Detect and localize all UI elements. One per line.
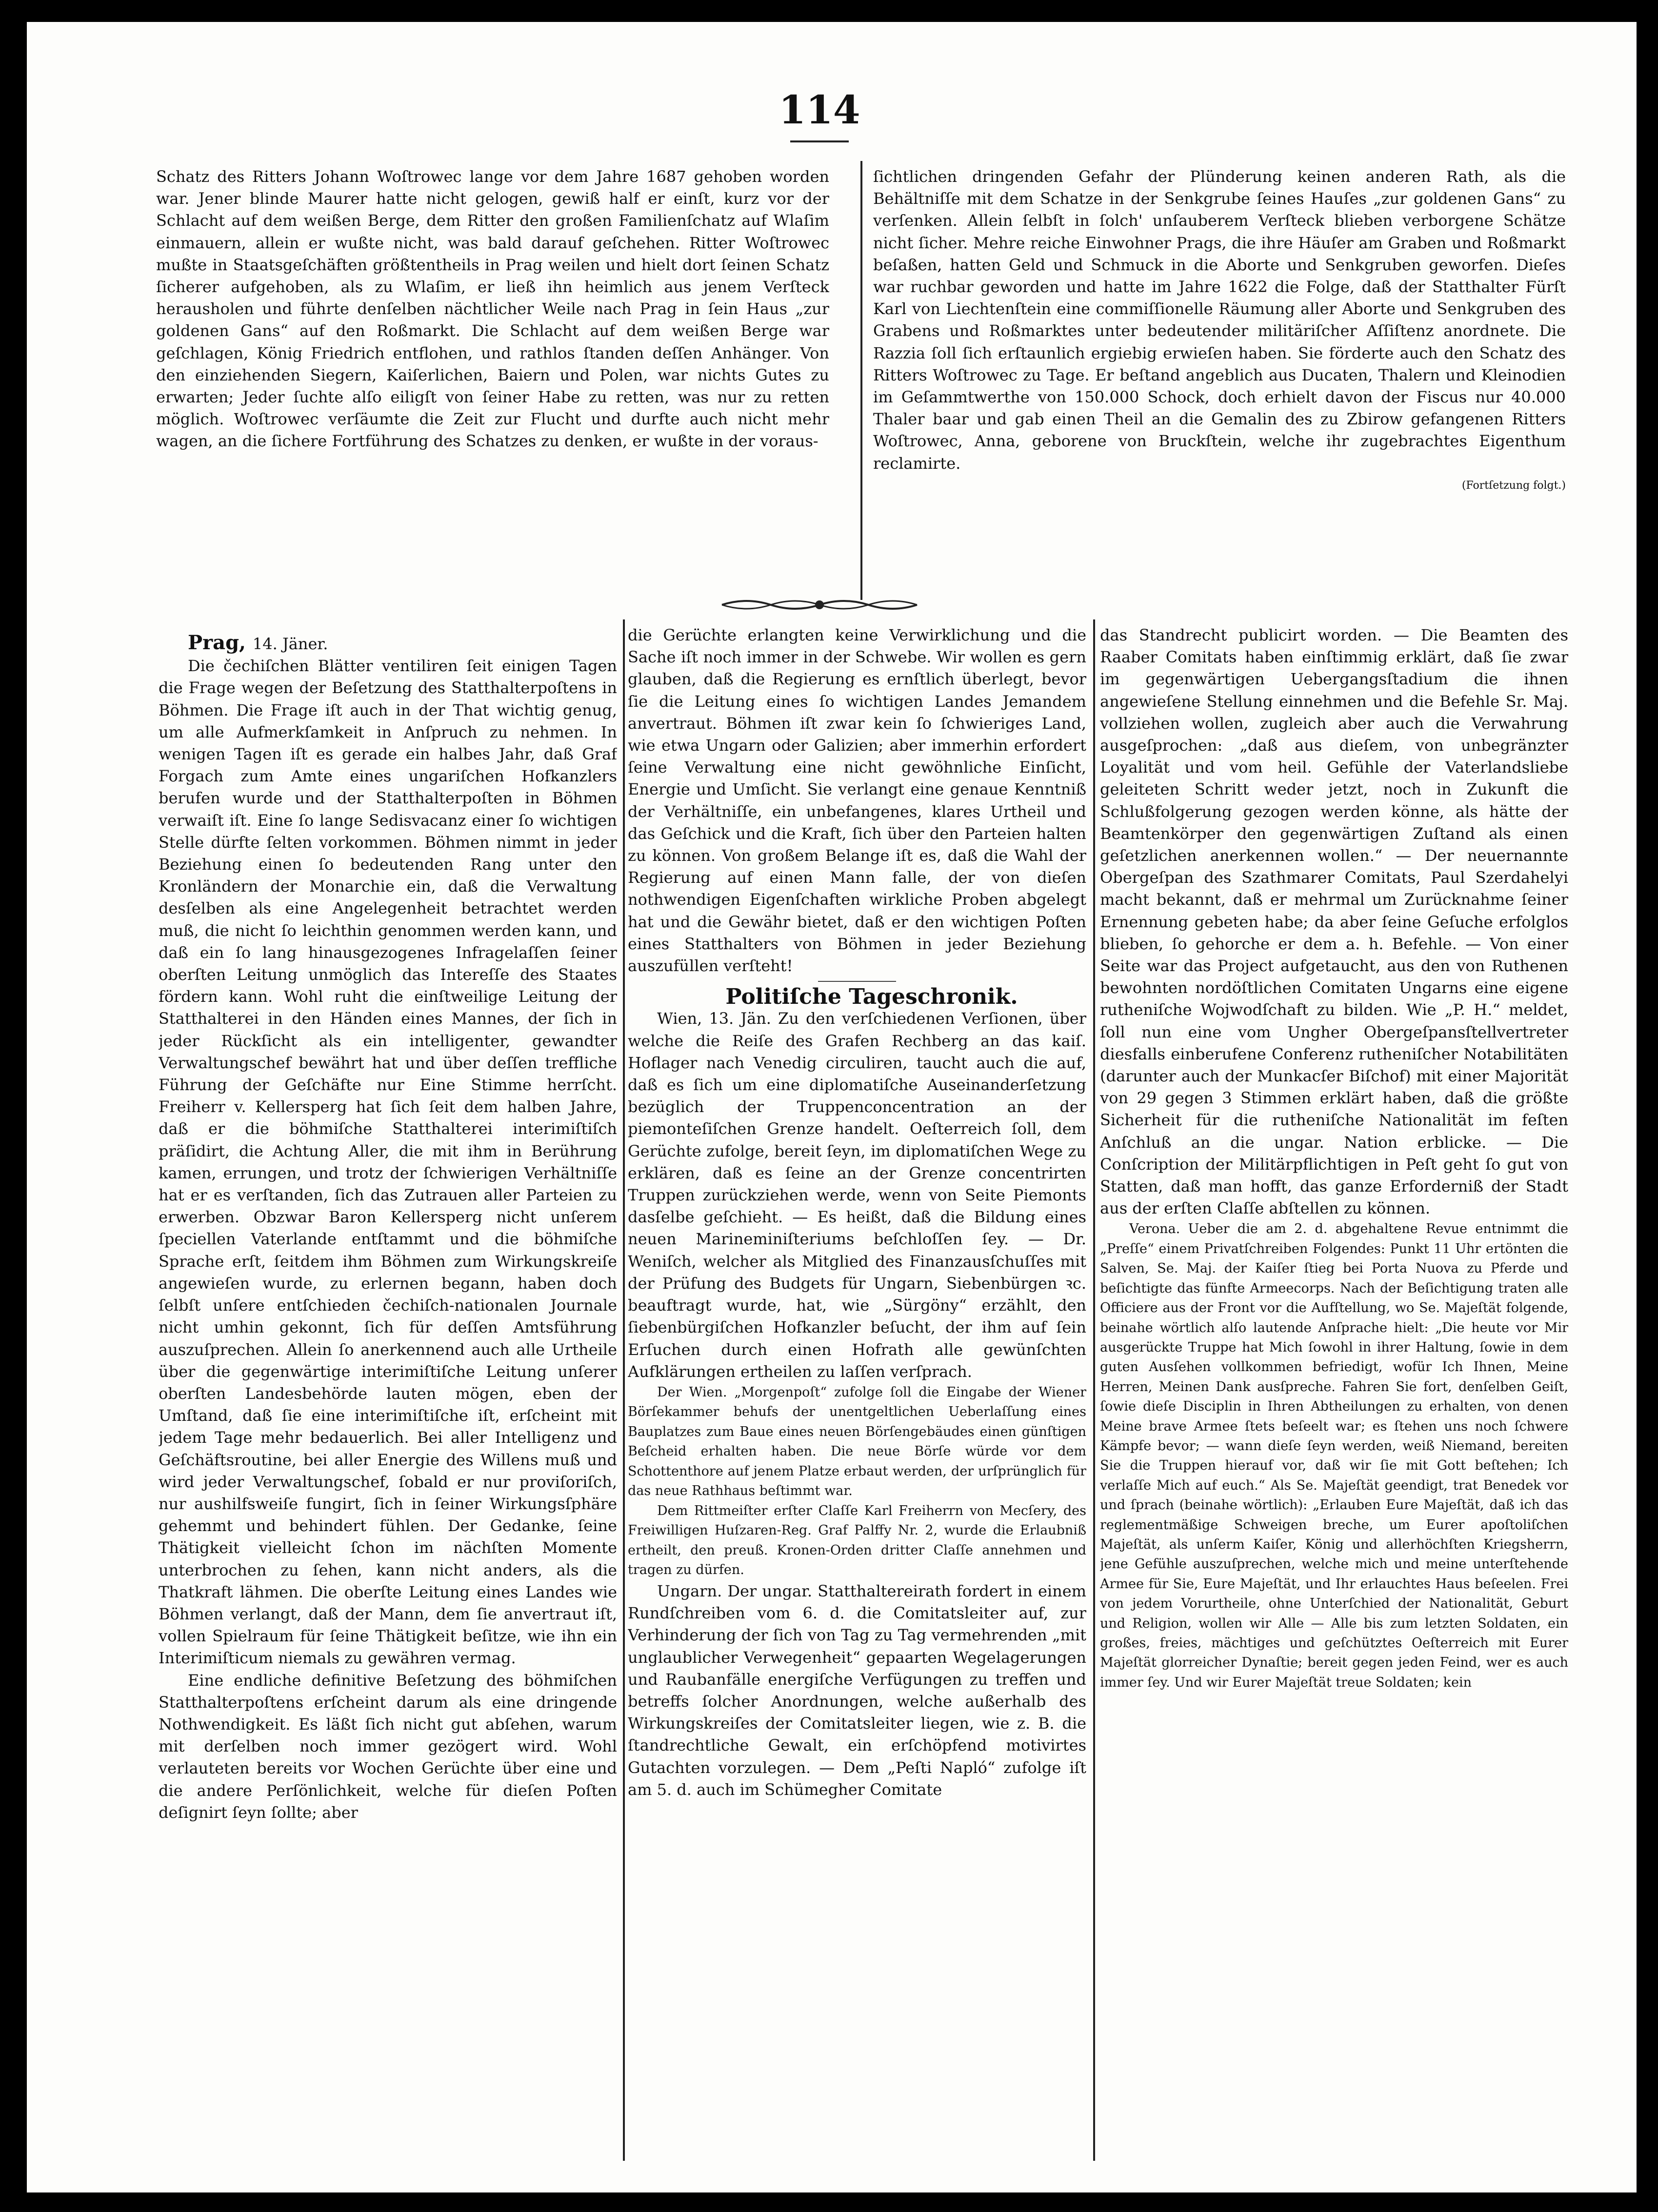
column-1 (159, 632, 617, 2173)
col3-paragraph-1: das Standrecht publicirt worden. — Die Beamten des Raaber Comitats haben einſtimmig erklärt, daß ſie zwar im gegenwärtigen Uebergangsſtadium die ihnen angewieſene Stellung einnehmen und die Befehle Sr. Maj. vollziehen wollen, zugleich aber auch die Verwahrung ausgeſprochen: „daß aus dieſem, von unbegränzter Loyalität und vom heil. Gefühle der Vaterlandsliebe geleiteten Schritt weder jetzt, noch in Zukunft die Schlußfolgerung gezogen werden könne, als hätte der Beamtenkörper den gegenwärtigen Zuſtand als einen geſetzlichen anerkennen wollen.“ — Der neuernannte Obergeſpan des Szathmarer Comitats, Paul Szerdahelyi macht bekannt, daß er mehrmal um Zurücknahme ſeiner Ernennung gebeten habe; da aber ſeine Geſuche erfolglos blieben, ſo gehorche er dem a. h. Befehle. — Von einer Seite war das Project aufgetaucht, aus den von Ruthenen bewohnten nordöſtlichen Comitaten Ungarns eine eigene rutheniſche Wojwodſchaft zu bilden. Wie „P. H.“ meldet, ſoll nun eine vom Ungher Obergeſpansſtellvertreter diesfalls einberufene Conferenz rutheniſcher Notabilitäten (darunter auch der Munkacſer Biſchof) mit einer Majorität von 29 gegen 3 Stimmen erklärt haben, daß die größte Sicherheit für die rutheniſche Nationalität im feſten Anſchluß an die ungar. Nation erblicke. — Die Conſcription der Militärpflichtigen in Peſt geht ſo gut von Statten, daß man hofft, das ganze Erforderniß der Stadt aus der erſten Claſſe abſtellen zu können. (1100, 626, 1568, 1218)
section-title: Politiſche Tageschronik. (725, 984, 1018, 1010)
prag-heading-city: Prag, (188, 632, 246, 654)
column-divider-2 (1093, 619, 1095, 2161)
col3-verona-paragraph: Verona. Ueber die am 2. d. abgehaltene Revue entnimmt die „Preſſe“ einem Privatſchreiben Folgendes: Punkt 11 Uhr ertönten die Salven, Se. Maj. der Kaiſer ſtieg bei Porta Nuova zu Pferde und beſichtigte das fünfte Armeecorps. Nach der Beſichtigung traten alle Officiere aus der Front vor die Aufſtellung, wo Se. Majeſtät folgende, beinahe wörtlich alſo lautende Anſprache hielt: „Die heute vor Mir ausgerückte Truppe hat Mich ſowohl in ihrer Haltung, ſowie in dem guten Ausſehen vollkommen befriedigt, wofür Ich Ihnen, Meine Herren, Meinen Dank ausſpreche. Fahren Sie fort, denſelben Geiſt, ſowie dieſe Disciplin in Ihren Abtheilungen zu erhalten, von denen Meine brave Armee ſtets beſeelt war; es ſtehen uns noch ſchwere Kämpfe bevor; — wann dieſe ſeyn werden, weiß Niemand, bereiten Sie die Truppen hierauf vor, daß wir ſie mit Gott beſtehen; Ich verlaſſe Mich auf euch.“ Als Se. Majeſtät geendigt, trat Benedek vor und ſprach (beinahe wörtlich): „Erlauben Eure Majeſtät, daß ich das reglementmäßige Schweigen breche, um Eurer apoſtoliſchen Majeſtät, als unſerm Kaiſer, König und allerhöchſten Kriegsherrn, jene Gefühle auszuſprechen, welche mich und meine unterſtehende Armee für Sie, Eure Majeſtät, und Ihr erlauchtes Haus beſeelen. Frei von jedem Vorurtheile, ohne Unterſchied der Nationalität, Geburt und Religion, wollen wir Alle — Alle bis zum letzten Soldaten, ein großes, freies, mächtiges und geſchütztes Oeſterreich mit Eurer Majeſtät glorreicher Dynaſtie; bereit gegen jeden Feind, wer es auch immer ſey. Und wir Eurer Majeſtät treue Soldaten; kein (1100, 1221, 1568, 1690)
ornament-divider (717, 595, 922, 615)
column-3 (1100, 624, 1568, 2171)
top-right-column (873, 166, 1566, 605)
col2-wien-paragraph: Wien, 13. Jän. Zu den verſchiedenen Verſionen, über welche die Reiſe des Grafen Rechberg an das kaiſ. Hoflager nach Venedig circuliren, taucht auch die auf, daß es ſich um eine diplomatiſche Auseinanderſetzung bezüglich der Truppenconcentration an der piemonteſiſchen Grenze handelt. Oeſterreich ſoll, dem Gerüchte zufolge, bereit ſeyn, im diplomatiſchen Wege zu erklären, daß es ſeine an der Grenze concentrirten Truppen zurückziehen werde, wenn von Seite Piemonts dasſelbe geſchieht. — Es heißt, daß die Bildung eines neuen Marineminiſteriums beſchloſſen ſey. — Dr. Weniſch, welcher als Mitglied des Finanzausſchuſſes mit der Prüfung des Budgets für Ungarn, Siebenbürgen ꝛc. beauftragt wurde, hat, wie „Sürgöny“ erzählt, den ſiebenbürgiſchen Hofkanzler beſucht, der ihm auf ſein Erſuchen durch einen Hofrath alle gewünſchten Aufklärungen ertheilen zu laſſen verſprach. (628, 1009, 1086, 1381)
col2-small-paragraph-2: Dem Rittmeiſter erſter Claſſe Karl Freiherrn von Mecſery, des Freiwilligen Huſzaren-Reg. Graf Palffy Nr. 2, wurde die Erlaubniß ertheilt, den preuß. Kronen-Orden dritter Claſſe annehmen und tragen zu dürfen. (628, 1503, 1086, 1578)
top-right-text: ſichtlichen dringenden Gefahr der Plünderung keinen anderen Rath, als die Behältniſſe mit dem Schatze in der Senkgrube ſeines Hauſes „zur goldenen Gans“ zu verſenken. Allein ſelbſt in ſolch' unſauberem Verſteck blieben verborgene Schätze nicht ſicher. Mehre reiche Einwohner Prags, die ihre Häuſer am Graben und Roßmarkt beſaßen, hatten Geld und Schmuck in die Aborte und Senkgruben geworfen. Dieſes war ruchbar geworden und hatte im Jahre 1622 die Folge, daß der Statthalter Fürſt Karl von Liechtenſtein eine commiſſionelle Räumung aller Aborte und Senkgruben des Grabens und Roßmarktes unter bedeutender militäriſcher Aſſiſtenz anordnete. Die Razzia ſoll ſich erſtaunlich ergiebig erwieſen haben. Sie förderte auch den Schatz des Ritters Woſtrowec zu Tage. Er beſtand angeblich aus Ducaten, Thalern und Kleinodien im Geſammtwerthe von 150.000 Schock, doch erhielt davon der Fiscus nur 40.000 Thaler baar und gab einen Theil an die Gemalin des zu Zbirow gefangenen Ritters Woſtrowec, Anna, geborene von Bruckſtein, welche ihr zugebrachtes Eigenthum reclamirte. (873, 167, 1566, 473)
col2-ungarn-paragraph: Ungarn. Der ungar. Statthaltereirath fordert in einem Rundſchreiben vom 6. d. die Comitatsleiter auf, zur Verhinderung der ſich von Tag zu Tag vermehrenden „mit unglaublicher Verwegenheit“ gepaarten Wegelagerungen und Raubanfälle energiſche Verfügungen zu treffen und betreffs ſolcher Anordnungen, welche außerhalb des Wirkungskreiſes der Comitatsleiter liegen, wie z. B. die ſtandrechtliche Gewalt, ein erſchöpfend motivirtes Gutachten vorzulegen. — Dem „Peſti Napló“ zufolge iſt am 5. d. auch im Schümegher Comitate (628, 1581, 1086, 1799)
section-separator (818, 981, 896, 982)
column-2 (628, 624, 1086, 2171)
top-left-column (156, 166, 829, 600)
col1-paragraph-2: Eine endliche definitive Beſetzung des böhmiſchen Statthalterpoſtens erſcheint darum als eine dringende Nothwendigkeit. Es läßt ſich nicht gut abſehen, warum mit derſelben noch immer gezögert wird. Wohl verlauteten bereits vor Wochen Gerüchte über eine und die andere Perſönlichkeit, welche für dieſen Poſten deſignirt ſeyn ſollte; aber (159, 1671, 617, 1822)
col2-paragraph-1: die Gerüchte erlangten keine Verwirklichung und die Sache iſt noch immer in der Schwebe. Wir wollen es gern glauben, daß die Regierung es ernſtlich überlegt, bevor ſie die Leitung eines ſo wichtigen Landes Jemandem anvertraut. Böhmen iſt zwar kein ſo ſchwieriges Land, wie etwa Ungarn oder Galizien; aber immerhin erfordert ſeine Verwaltung eine nicht gewöhnliche Einſicht, Energie und Umſicht. Sie verlangt eine genaue Kenntniß der Verhältniſſe, ein unbefangenes, klares Urtheil und das Geſchick und die Kraft, ſich über den Parteien halten zu können. Von großem Belange iſt es, daß die Wahl der Regierung auf einen Mann falle, der von dieſen nothwendigen Eigenſchaften wirkliche Proben abgelegt hat und die Gewähr bietet, daß er den wichtigen Poſten eines Statthalters von Böhmen in jeder Beziehung auszufüllen verſteht! (628, 626, 1086, 976)
top-left-text: Schatz des Ritters Johann Woſtrowec lange vor dem Jahre 1687 gehoben worden war. Jener blinde Maurer hatte nicht gelogen, gewiß half er einſt, kurz vor der Schlacht auf dem weißen Berge, dem Ritter den großen Familienſchatz auf Wlaſim einmauern, allein er wußte nicht, was bald darauf geſchehen. Ritter Woſtrowec mußte in Staatsgeſchäften größtentheils in Prag weilen und hielt dort ſeinen Schatz ſicherer aufgehoben, als zu Wlaſim, er ließ ihn heimlich aus jenem Verſteck herausholen und führte denſelben nächtlicher Weile nach Prag in ſein Haus „zur goldenen Gans“ auf den Roßmarkt. Die Schlacht auf dem weißen Berge war geſchlagen, König Friedrich entflohen, und rathlos ſtanden deſſen Anhänger. Von den einziehenden Siegern, Kaiſerlichen, Baiern und Polen, war nichts Gutes zu erwarten; Jeder ſuchte alſo eiligſt von ſeiner Habe zu retten, was nur zu retten möglich. Woſtrowec verſäumte die Zeit zur Flucht und durfte auch nicht mehr wagen, an die ſichere Fortführung des Schatzes zu denken, er wußte in der voraus- (156, 167, 829, 451)
prag-heading-date: 14. Jäner. (252, 635, 328, 653)
top-column-divider (860, 161, 862, 600)
col1-paragraph-1: Die čechiſchen Blätter ventiliren ſeit einigen Tagen die Frage wegen der Beſetzung des Statthalterpoſtens in Böhmen. Die Frage iſt auch in der That wichtig genug, um alle Aufmerkſamkeit in Anſpruch zu nehmen. In wenigen Tagen iſt es gerade ein halbes Jahr, daß Graf Forgach zum Amte eines ungariſchen Hofkanzlers berufen wurde und der Statthalterpoſten in Böhmen verwaiſt iſt. Eine ſo lange Sedisvacanz einer ſo wichtigen Stelle dürfte ſelten vorkommen. Böhmen nimmt in jeder Beziehung einen ſo bedeutenden Rang unter den Kronländern der Monarchie ein, daß die Verwaltung desſelben als eine Angelegenheit betrachtet werden muß, die nicht ſo leichthin genommen werden kann, und daß ein ſo lang hinausgezogenes Infragelaſſen ſeiner oberſten Leitung unmöglich das Intereſſe des Staates fördern kann. Wohl ruht die einſtweilige Leitung der Statthalterei in den Händen eines Mannes, der ſich in jeder Rückſicht als ein intelligenter, gewandter Verwaltungschef bewährt hat und über deſſen treffliche Führung der Geſchäfte nur Eine Stimme herrſcht. Freiherr v. Kellersperg hat ſich ſeit dem halben Jahre, daß er die böhmiſche Statthalterei interimiſtiſch präſidirt, die Achtung Aller, die mit ihm in Berührung kamen, errungen, und trotz der ſchwierigen Verhältniſſe hat er es verſtanden, ſich das Zutrauen aller Parteien zu erwerben. Obzwar Baron Kellersperg nicht unſerem ſpeciellen Vaterlande entſtammt und die böhmiſche Sprache erſt, ſeitdem ihm Böhmen zum Wirkungskreiſe angewieſen wurde, zu erlernen begann, haben doch ſelbſt unſere entſchieden čechiſch-nationalen Journale nicht umhin gekonnt, ſich für deſſen Amtsführung auszuſprechen. Allein ſo anerkennend auch alle Urtheile über die gegenwärtige interimiſtiſche Leitung unſerer oberſten Landesbehörde lauten mögen, eben der Umſtand, daß ſie eine interimiſtiſche iſt, erſcheint mit jedem Tage mehr bedauerlich. Bei aller Intelligenz und Geſchäftsroutine, bei aller Energie des Willens muß und wird jeder Verwaltungschef, ſobald er nur proviſoriſch, nur aushilfsweiſe fungirt, ſich in ſeiner Wirkungsſphäre gehemmt und behindert fühlen. Der Gedanke, ſeine Thätigkeit vielleicht ſchon im nächſten Momente unterbrochen zu ſehen, kann nicht anders, als die Thatkraft lähmen. Die oberſte Leitung eines Landes wie Böhmen verlangt, daß der Mann, dem ſie anvertraut iſt, vollen Spielraum für ſeine Thätigkeit beſitze, wie ihn ein Interimiſticum niemals zu gewähren vermag. (159, 657, 617, 1668)
page-number-rule (790, 140, 849, 142)
continuation-note: (Fortſetzung folgt.) (1461, 479, 1566, 492)
page-number: 114 (779, 87, 860, 133)
prag-heading (159, 632, 617, 655)
col2-small-paragraph-1: Der Wien. „Morgenpoſt“ zufolge ſoll die Eingabe der Wiener Börſekammer behufs der unentgeltlichen Ueberlaſſung eines Bauplatzes zum Baue eines neuen Börſengebäudes einen günſtigen Beſcheid erhalten haben. Die neue Börſe würde vor dem Schottenthore auf jenem Platze erbaut werden, der urſprünglich für das neue Rathhaus beſtimmt war. (628, 1384, 1086, 1499)
column-divider-1 (623, 619, 625, 2161)
